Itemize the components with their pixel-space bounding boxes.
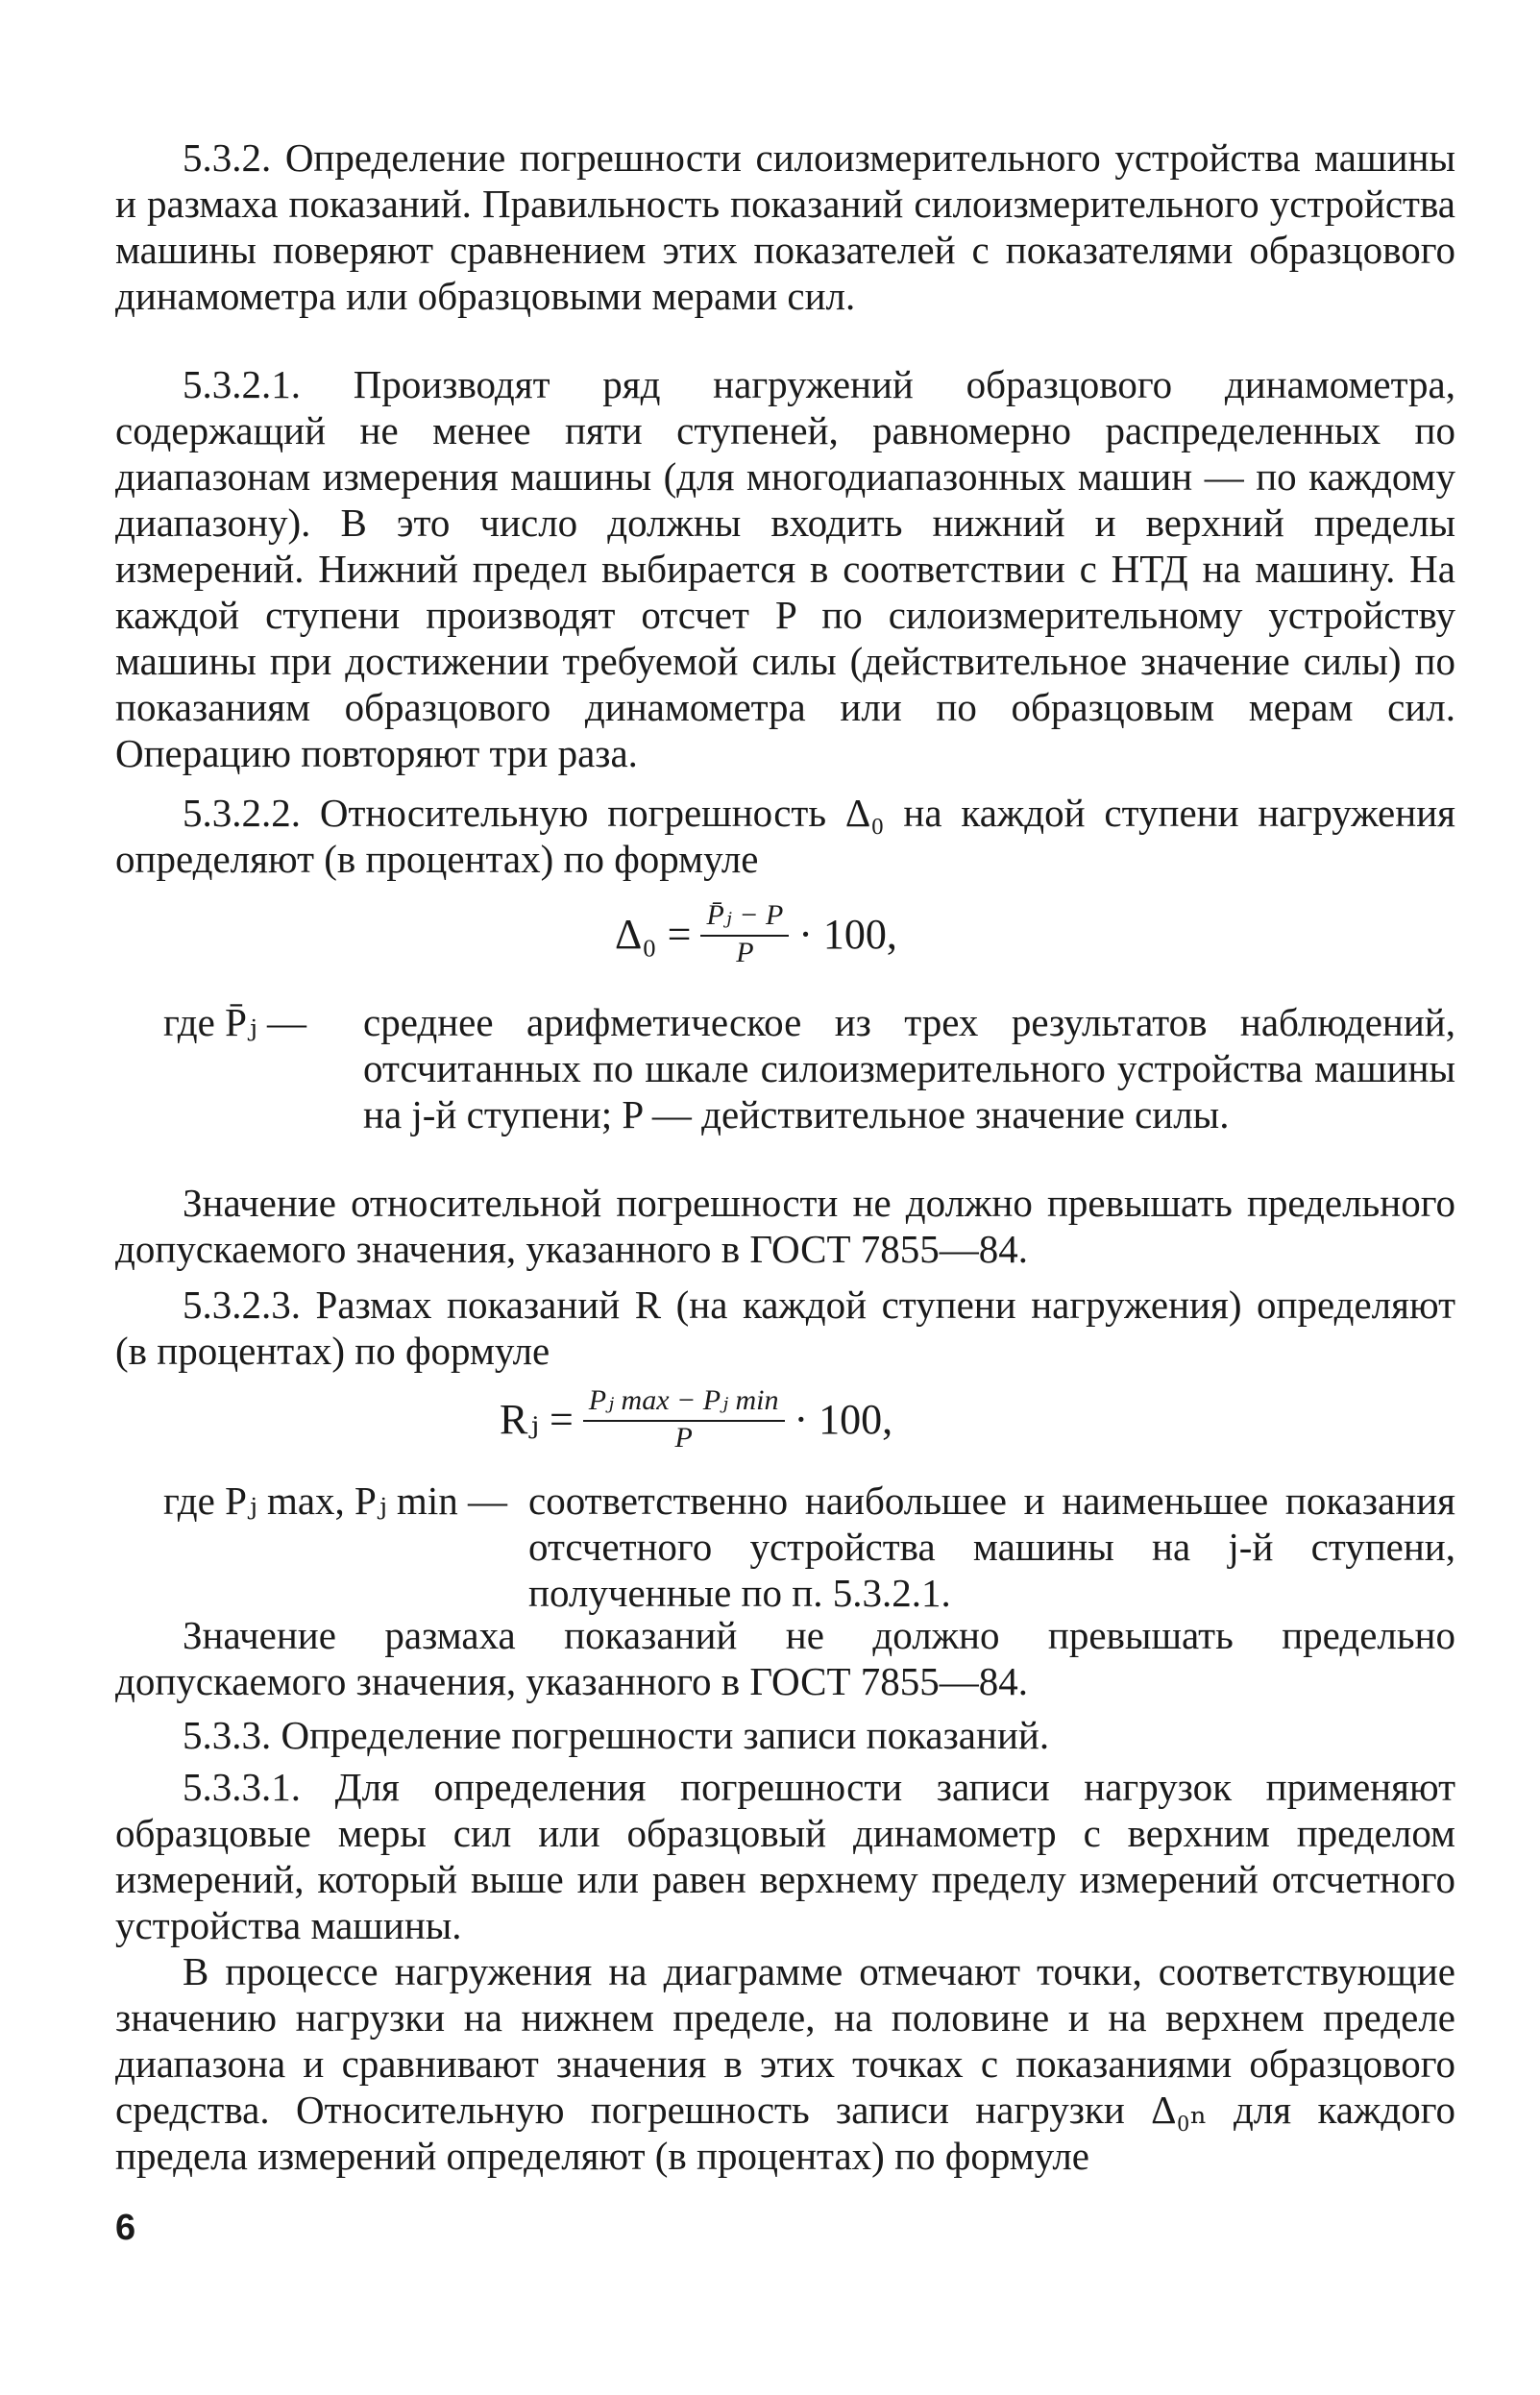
paragraph-relative-error-limit: Значение относительной погрешности не должно превышать предельного допускаемого значения, указанного в ГОСТ 7855—84. xyxy=(115,1181,1455,1271)
paragraph-range-limit: Значение размаха показаний не должно превышать предельно допускаемого значения, указанного в ГОСТ 7855—84. xyxy=(115,1613,1455,1703)
where-block-1 xyxy=(163,999,1455,1191)
formula1-rhs: · 100, xyxy=(798,910,897,958)
paragraph-5-3-2-3: 5.3.2.3. Размах показаний R (на каждой ступени нагружения) определяют (в процентах) по формуле xyxy=(115,1283,1455,1373)
formula1-fraction xyxy=(700,898,789,969)
formula1-lhs: Δ₀ = xyxy=(615,910,692,958)
formula2-denominator: P xyxy=(674,1422,693,1454)
formula1-denominator: P xyxy=(736,937,754,968)
formula2-rhs: · 100, xyxy=(794,1395,893,1443)
formula2-numerator: Pⱼ max − Pⱼ min xyxy=(583,1383,785,1422)
page-number: 6 xyxy=(115,2208,136,2248)
formula1-numerator: P̄ⱼ − P xyxy=(700,898,789,937)
paragraph-5-3-2-1: 5.3.2.1. Производят ряд нагружений образцового динамометра, содержащий не менее пяти ступеней, равномерно распределенных по диапазонам измерения машины (для многодиапазонных машин — по каждому диапазону). В это число должны входить нижний и верхний пределы измерений. Нижний предел выбирается в соответствии с НТД на машину. На каждой ступени производят отсчет P по силоизмерительному устройству машины при достижении требуемой силы (действительное значение силы) по показаниям образцового динамометра или по образцовым мерам сил. Операцию повторяют три раза. xyxy=(115,362,1455,775)
formula-relative-error xyxy=(615,898,897,969)
where2-text: соответственно наибольшее и наименьшее показания отсчетного устройства машины на j-й ступени, полученные по п. 5.3.2.1. xyxy=(528,1479,1455,1615)
paragraph-5-3-3: 5.3.3. Определение погрешности записи показаний. xyxy=(183,1713,1050,1757)
formula2-lhs: Rⱼ = xyxy=(500,1395,574,1443)
where2-label: где Pⱼ max, Pⱼ min — xyxy=(163,1479,507,1523)
paragraph-recording-process: В процессе нагружения на диаграмме отмечают точки, соответствующие значению нагрузки на нижнем пределе, на половине и на верхнем пределе диапазона и сравнивают значения в этих точках с показаниями образцового средства. Относительную погрешность записи нагрузки Δ₀ₙ для каждого предела измерений определяют (в процентах) по формуле xyxy=(115,1949,1455,2178)
where1-text: среднее арифметическое из трех результатов наблюдений, отсчитанных по шкале силоизмерительного устройства машины на j-й ступени; P — действительное значение силы. xyxy=(363,1000,1455,1136)
where-block-2 xyxy=(163,1478,1455,1622)
where1-label: где P̄ⱼ — xyxy=(163,1000,306,1044)
formula-range xyxy=(500,1383,892,1454)
paragraph-5-3-3-1: 5.3.3.1. Для определения погрешности записи нагрузок применяют образцовые меры сил или образцовый динамометр с верхним пределом измерений, который выше или равен верхнему пределу измерений отсчетного устройства машины. xyxy=(115,1765,1455,1947)
formula2-fraction xyxy=(583,1383,785,1454)
paragraph-5-3-2-2: 5.3.2.2. Относительную погрешность Δ₀ на каждой ступени нагружения определяют (в процентах) по формуле xyxy=(115,791,1455,881)
paragraph-5-3-2: 5.3.2. Определение погрешности силоизмерительного устройства машины и размаха показаний. Правильность показаний силоизмерительного устройства машины поверяют сравнением этих показателей с показателями образцового динамометра или образцовыми мерами сил. xyxy=(115,135,1455,318)
